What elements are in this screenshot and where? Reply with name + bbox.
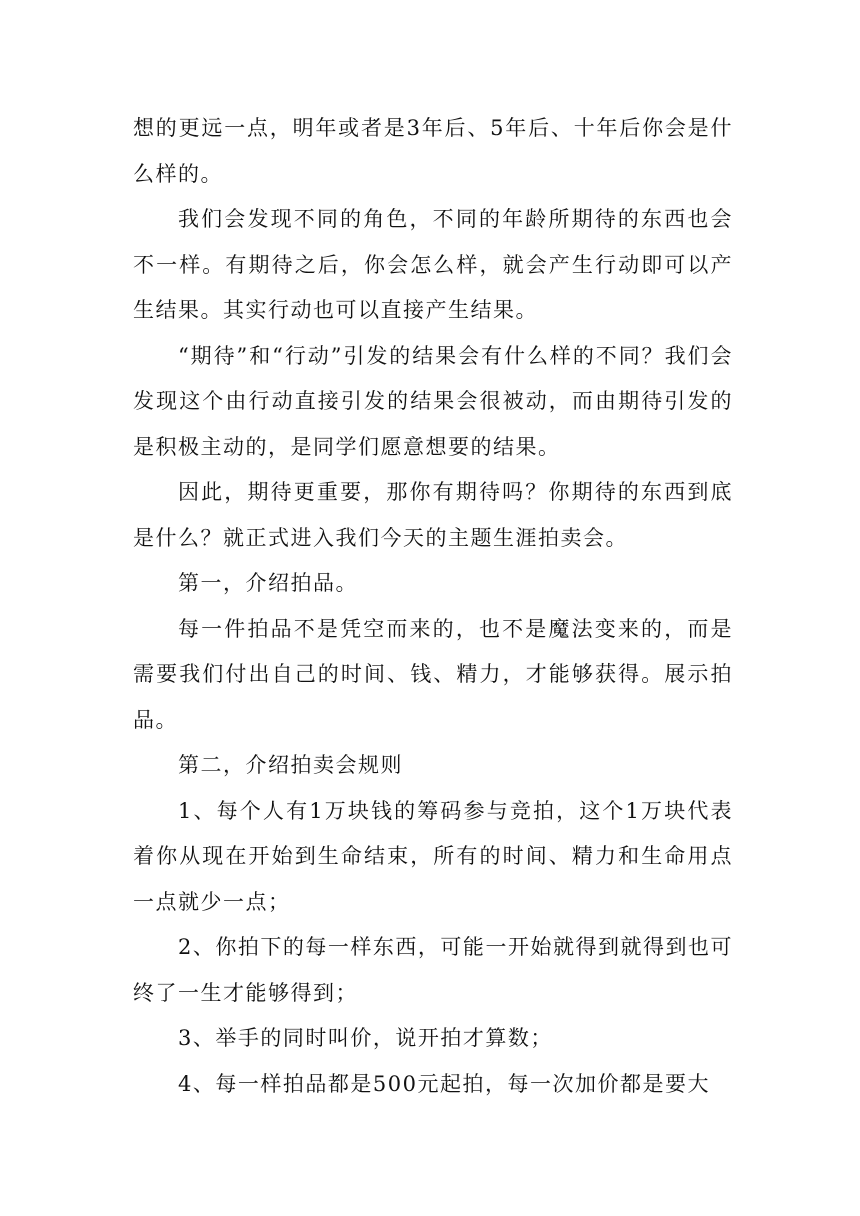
rule-item-4: 4、每一样拍品都是500元起拍，每一次加价都是要大 [178,1071,710,1096]
paragraph-2: 我们会发现不同的角色，不同的年龄所期待的东西也会不一样。有期待之后，你会怎么样，就会产生行动即可以产生结果。其实行动也可以直接产生结果。 [133,207,733,322]
section-heading-1: 第一，介绍拍品。 [178,571,358,595]
rule-item-2: 2、你拍下的每一样东西，可能一开始就得到就得到也可终了一生才能够得到； [133,935,733,1005]
paragraph-4: 因此，期待更重要，那你有期待吗？你期待的东西到底是什么？就正式进入我们今天的主题生涯拍卖会。 [133,480,733,550]
paragraph-5: 每一件拍品不是凭空而来的，也不是魔法变来的，而是需要我们付出自己的时间、钱、精力，才能够获得。展示拍品。 [133,616,733,732]
document-body [133,106,733,1107]
paragraph-3: “期待”和“行动”引发的结果会有什么样的不同？我们会发现这个由行动直接引发的结果会很被动，而由期待引发的是积极主动的，是同学们愿意想要的结果。 [133,343,733,459]
rule-item-1: 1、每个人有1万块钱的筹码参与竞拍，这个1万块代表着你从现在开始到生命结束，所有的时间、精力和生命用点一点就少一点； [133,798,733,914]
paragraph-1: 想的更远一点，明年或者是3年后、5年后、十年后你会是什么样的。 [133,116,733,186]
section-heading-2: 第二，介绍拍卖会规则 [178,753,403,777]
rule-item-3: 3、举手的同时叫价，说开拍才算数； [178,1026,553,1050]
